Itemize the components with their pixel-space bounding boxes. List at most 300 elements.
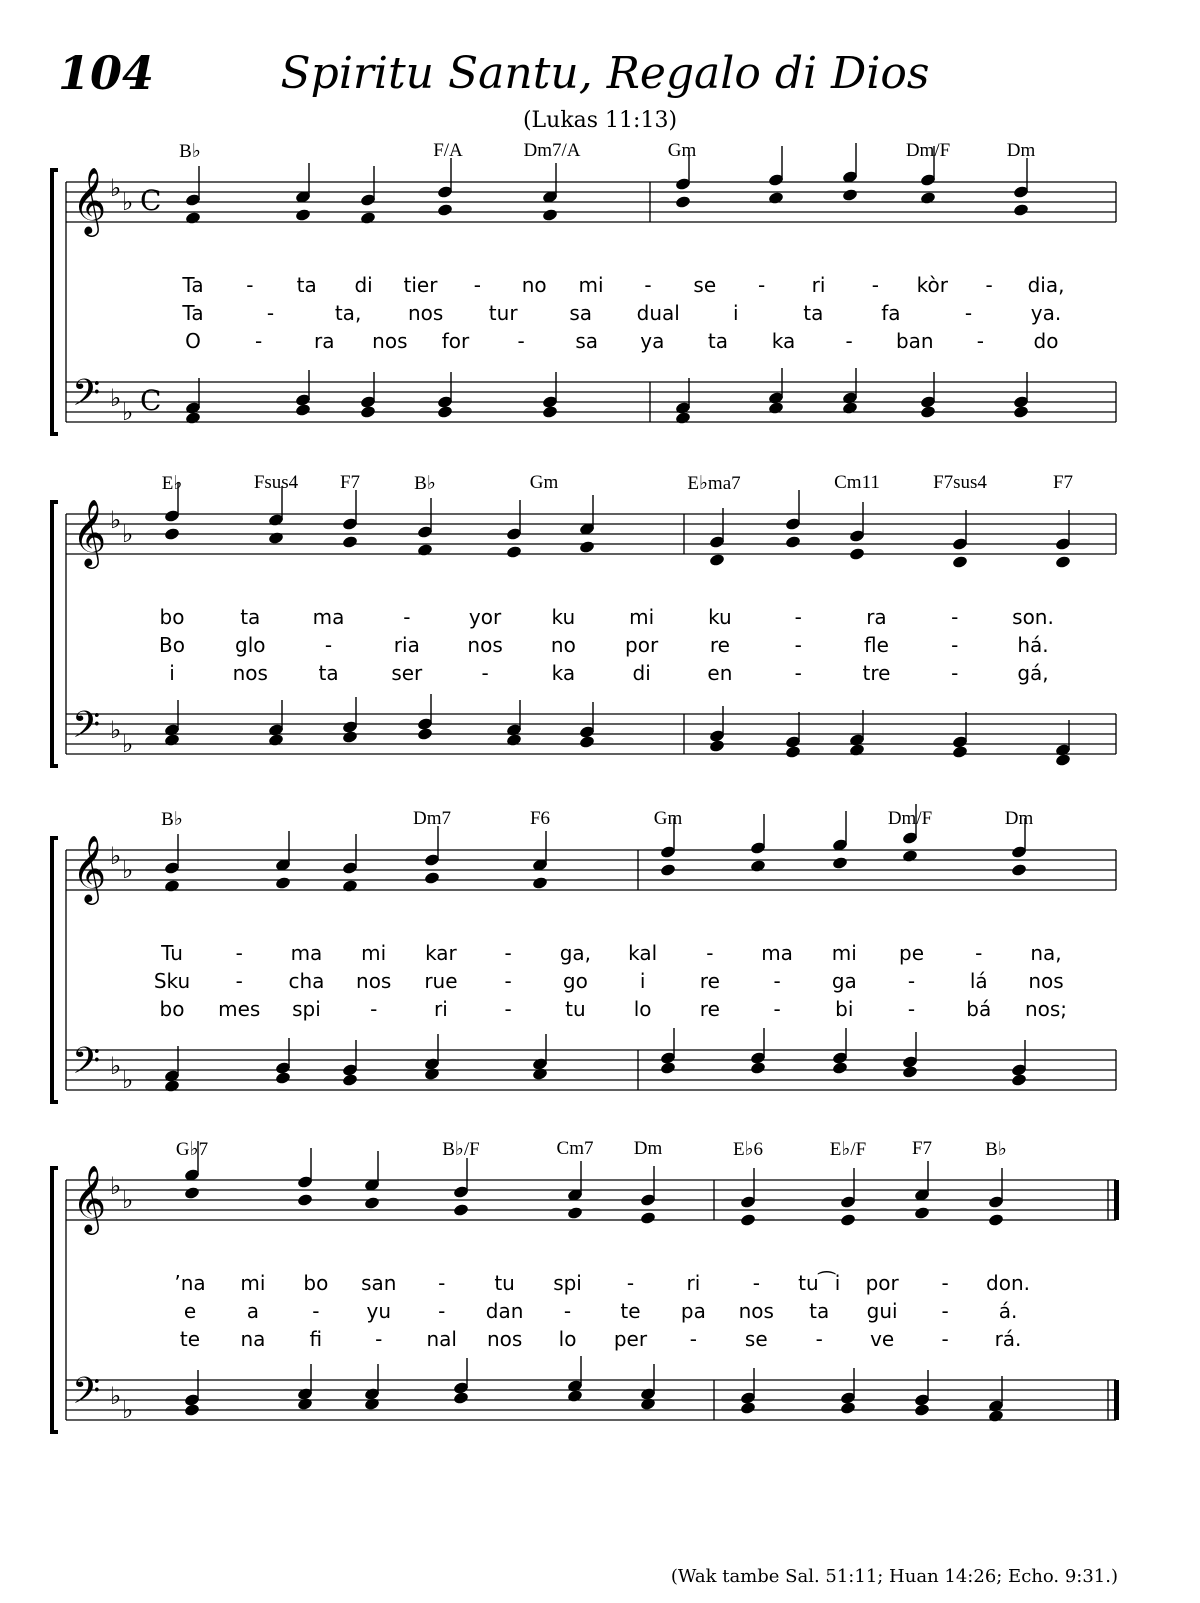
note-head (506, 545, 523, 559)
chord-symbol: Gm (529, 472, 559, 493)
lyric-syllable: no (550, 633, 576, 657)
lyric-hyphen: - (941, 1299, 949, 1323)
chord-symbol: Gm (667, 140, 697, 161)
treble-clef-icon: 𝄞 (72, 1164, 107, 1232)
note-head (849, 547, 866, 561)
lyric-syllable: ya. (1030, 301, 1062, 325)
lyric-hyphen: - (235, 969, 243, 993)
hymn-title-text: Spiritu Santu, Regalo di Dios (280, 48, 930, 99)
lyric-syllable: se (744, 1327, 768, 1351)
lyric-syllable: di (354, 273, 373, 297)
flat-icon: ♭ (110, 1382, 122, 1410)
lyric-syllable: na (240, 1327, 266, 1351)
lyric-syllable: en (707, 661, 733, 685)
flat-icon: ♭ (122, 520, 134, 548)
lyric-syllable: ma (312, 605, 345, 629)
chord-symbol: Dm/F (887, 808, 933, 829)
footnote: (Wak tambe Sal. 51:11; Huan 14:26; Echo. 9:31.) (670, 1566, 1118, 1587)
note-head (364, 1397, 381, 1411)
chord-symbol: F/A (433, 140, 463, 161)
note-head (297, 1397, 314, 1411)
lyric-syllable: i (169, 661, 175, 685)
lyric-hyphen: - (706, 941, 714, 965)
chord-symbol: E♭ma7 (687, 473, 741, 494)
lyric-hyphen: - (370, 997, 378, 1021)
note-head (842, 188, 859, 202)
lyric-syllable: ka (771, 329, 796, 353)
lyric-syllable: bá (966, 997, 992, 1021)
lyric-syllable: go (562, 969, 588, 993)
lyric-syllable: gui (866, 1299, 898, 1323)
lyric-syllable: do (1033, 329, 1059, 353)
staff-notation (0, 808, 1200, 1128)
lyric-syllable: dual (636, 301, 680, 325)
lyric-syllable: ri (434, 997, 448, 1021)
lyric-hyphen: - (794, 661, 802, 685)
lyric-syllable: ban (895, 329, 934, 353)
lyric-syllable: per (613, 1327, 648, 1351)
flat-icon: ♭ (110, 174, 122, 202)
chord-symbol: F7 (339, 472, 361, 493)
note-head (842, 401, 859, 415)
lyric-hyphen: - (312, 1299, 320, 1323)
note-head (832, 1061, 849, 1075)
lyric-syllable: ta (809, 1299, 830, 1323)
flat-icon: ♭ (122, 398, 134, 426)
note-head (295, 403, 312, 417)
note-head (1013, 203, 1030, 217)
lyric-syllable: i (733, 301, 739, 325)
lyric-syllable: nos (232, 661, 268, 685)
note-head (295, 208, 312, 222)
flat-icon: ♭ (122, 730, 134, 758)
lyric-syllable: no (521, 273, 547, 297)
note-head (849, 743, 866, 757)
lyric-syllable: ya (640, 329, 665, 353)
chord-symbol: F7sus4 (933, 472, 987, 493)
note-head (768, 191, 785, 205)
bass-clef-icon: 𝄢 (72, 704, 101, 755)
note-head (640, 1397, 657, 1411)
note-head (342, 535, 359, 549)
lyric-syllable: sa (575, 329, 599, 353)
note-head (542, 208, 559, 222)
note-head (184, 1403, 201, 1417)
system-bracket (52, 170, 58, 434)
note-head (532, 876, 549, 890)
lyric-syllable: tu (494, 1271, 515, 1295)
lyric-syllable: por (625, 633, 659, 657)
lyric-syllable: tre (862, 661, 891, 685)
lyric-syllable: e (183, 1299, 197, 1323)
lyric-syllable: nos; (1024, 997, 1068, 1021)
note-head (740, 1401, 757, 1415)
note-head (660, 863, 677, 877)
flat-icon: ♭ (110, 384, 122, 412)
lyric-syllable: ku (551, 605, 576, 629)
note-head (275, 876, 292, 890)
chord-symbol: Cm11 (834, 472, 880, 493)
lyric-hyphen: - (504, 997, 512, 1021)
lyric-syllable: ri (811, 273, 826, 297)
chord-symbol: B♭ (414, 473, 436, 494)
chord-symbol: Dm/F (905, 140, 951, 161)
common-time-icon: C (140, 184, 162, 217)
lyric-syllable: lá (969, 969, 988, 993)
lyric-hyphen: - (773, 969, 781, 993)
note-head (164, 527, 181, 541)
note-head (567, 1389, 584, 1403)
note-head (364, 1196, 381, 1210)
note-head (832, 856, 849, 870)
lyric-syllable: son. (1012, 605, 1054, 629)
chord-symbol: Dm (1004, 808, 1034, 829)
lyric-syllable: mi (831, 941, 857, 965)
lyric-syllable: ka (551, 661, 576, 685)
lyric-syllable: pa (680, 1299, 706, 1323)
note-head (185, 411, 202, 425)
flat-icon: ♭ (122, 1396, 134, 1424)
note-head (532, 1067, 549, 1081)
hymn-title (0, 48, 1200, 99)
note-head (437, 405, 454, 419)
lyric-syllable: nos (486, 1327, 523, 1351)
lyric-hyphen: - (517, 329, 525, 353)
lyric-syllable: tu (565, 997, 586, 1021)
chord-symbol: Dm7 (413, 808, 451, 829)
lyric-hyphen: - (266, 301, 275, 325)
note-head (740, 1213, 757, 1227)
lyric-syllable: re (699, 969, 720, 993)
bass-staff (66, 1380, 1116, 1420)
lyric-hyphen: - (951, 661, 959, 685)
note-head (709, 739, 726, 753)
lyric-syllable: a (246, 1299, 260, 1323)
lyric-hyphen: - (951, 605, 959, 629)
lyric-hyphen: - (438, 1299, 446, 1323)
lyric-syllable: re (699, 997, 720, 1021)
lyric-hyphen: - (644, 273, 652, 297)
note-head (360, 211, 377, 225)
flat-icon: ♭ (110, 506, 122, 534)
lyric-syllable: ve (870, 1327, 895, 1351)
lyric-syllable: san (361, 1271, 397, 1295)
chord-symbol: B♭/F (442, 1139, 480, 1160)
treble-clef-icon: 𝄞 (72, 166, 107, 234)
lyric-syllable: yu (366, 1299, 392, 1323)
treble-staff (66, 850, 1116, 890)
note-head (453, 1391, 470, 1405)
chord-symbol: B♭ (985, 1139, 1007, 1160)
lyric-hyphen: - (907, 997, 916, 1021)
lyric-syllable: bo (159, 605, 185, 629)
note-head (768, 401, 785, 415)
lyric-syllable: ra (866, 605, 887, 629)
lyric-syllable: rue (424, 969, 458, 993)
lyric-syllable: rá. (994, 1327, 1022, 1351)
lyric-syllable: mes (218, 997, 261, 1021)
note-head (988, 1409, 1005, 1423)
note-head (914, 1403, 931, 1417)
note-head (902, 849, 919, 863)
lyric-syllable: fa (881, 301, 901, 325)
lyric-hyphen: - (438, 1271, 446, 1295)
chord-symbol: F7 (911, 1138, 933, 1159)
lyric-hyphen: - (951, 633, 959, 657)
note-head (342, 879, 359, 893)
lyric-syllable: bi (835, 997, 854, 1021)
lyric-syllable: Ta (182, 273, 204, 297)
flat-icon: ♭ (122, 856, 134, 884)
note-head (675, 195, 692, 209)
lyric-syllable: ’na (174, 1271, 206, 1295)
flat-icon: ♭ (122, 1066, 134, 1094)
lyric-syllable: nal (426, 1327, 457, 1351)
lyric-syllable: ta (296, 273, 317, 297)
lyric-hyphen: - (871, 273, 879, 297)
note-head (185, 211, 202, 225)
lyric-hyphen: - (504, 941, 512, 965)
lyric-hyphen: - (689, 1327, 697, 1351)
note-head (914, 1206, 931, 1220)
note-head (268, 531, 285, 545)
flat-icon: ♭ (110, 1052, 122, 1080)
lyric-hyphen: - (975, 941, 983, 965)
note-head (184, 1186, 201, 1200)
lyric-hyphen: - (626, 1271, 635, 1295)
lyric-syllable: ri (686, 1271, 701, 1295)
note-head (579, 540, 596, 554)
note-head (785, 745, 802, 759)
flat-icon: ♭ (122, 1186, 134, 1214)
lyric-syllable: gá, (1017, 661, 1049, 685)
flat-icon: ♭ (110, 842, 122, 870)
lyric-syllable: tu⁀i (798, 1271, 841, 1295)
lyric-syllable: por (865, 1271, 899, 1295)
lyric-syllable: sa (569, 301, 593, 325)
lyric-syllable: yor (468, 605, 502, 629)
lyric-syllable: O (185, 329, 201, 353)
note-head (417, 543, 434, 557)
music-system-1 (0, 140, 1200, 460)
lyric-hyphen: - (481, 661, 489, 685)
chord-symbol: B♭ (179, 141, 201, 162)
lyric-hyphen: - (941, 1327, 949, 1351)
note-head (920, 191, 937, 205)
chord-symbol: Dm (1006, 140, 1036, 161)
note-head (1055, 555, 1072, 569)
lyric-syllable: Sku (153, 969, 191, 993)
note-head (579, 735, 596, 749)
lyric-hyphen: - (504, 969, 512, 993)
lyric-syllable: spi (553, 1271, 582, 1295)
note-head (275, 1071, 292, 1085)
lyric-syllable: lo (633, 997, 652, 1021)
chord-symbol: E♭6 (732, 1139, 764, 1160)
lyric-syllable: pe (899, 941, 925, 965)
music-system-3 (0, 808, 1200, 1128)
lyric-syllable: ta (318, 661, 339, 685)
lyric-syllable: á. (998, 1299, 1018, 1323)
music-system-2 (0, 472, 1200, 792)
chord-symbol: Dm (633, 1138, 663, 1159)
lyric-hyphen: - (758, 273, 766, 297)
note-head (709, 553, 726, 567)
lyric-hyphen: - (985, 273, 993, 297)
flat-icon: ♭ (110, 716, 122, 744)
lyric-hyphen: - (375, 1327, 383, 1351)
lyric-syllable: bo (159, 997, 185, 1021)
lyric-syllable: te (620, 1299, 641, 1323)
lyric-syllable: nos (407, 301, 444, 325)
common-time-icon: C (140, 384, 162, 417)
lyric-syllable: nos (1028, 969, 1064, 993)
lyric-hyphen: - (907, 969, 916, 993)
note-head (675, 411, 692, 425)
lyric-syllable: mi (240, 1271, 266, 1295)
lyric-syllable: há. (1017, 633, 1049, 657)
lyric-hyphen: - (976, 329, 984, 353)
lyric-hyphen: - (964, 301, 973, 325)
lyric-syllable: dia, (1027, 273, 1065, 297)
flat-icon: ♭ (110, 1172, 122, 1200)
bass-clef-icon: 𝄢 (72, 1040, 101, 1091)
lyric-syllable: ta (240, 605, 261, 629)
note-head (453, 1203, 470, 1217)
lyric-syllable: ta, (334, 301, 362, 325)
treble-staff (66, 182, 1116, 222)
note-head (750, 1061, 767, 1075)
lyric-syllable: ma (761, 941, 793, 965)
lyric-syllable: cha (288, 969, 325, 993)
lyric-syllable: kar (425, 941, 457, 965)
lyric-syllable: nos (356, 969, 392, 993)
lyric-syllable: Ta (182, 301, 204, 325)
note-head (1013, 405, 1030, 419)
bass-staff (66, 382, 1116, 422)
lyric-hyphen: - (255, 329, 263, 353)
chord-symbol: F7 (1052, 472, 1074, 493)
note-head (1011, 1073, 1028, 1087)
lyric-syllable: di (632, 661, 651, 685)
note-head (920, 405, 937, 419)
flat-icon: ♭ (122, 188, 134, 216)
lyric-hyphen: - (235, 941, 243, 965)
lyric-syllable: Tu (161, 941, 183, 965)
system-bracket (52, 838, 58, 1102)
system-bracket (52, 502, 58, 766)
lyric-syllable: i (639, 969, 646, 993)
lyric-hyphen: - (794, 605, 802, 629)
lyric-syllable: mi (578, 273, 604, 297)
note-head (952, 555, 969, 569)
bass-clef-icon: 𝄢 (72, 372, 101, 423)
note-head (988, 1213, 1005, 1227)
lyric-syllable: ku (708, 605, 732, 629)
hymn-number: 104 (58, 46, 155, 100)
note-head (840, 1213, 857, 1227)
staff-notation (0, 1138, 1200, 1458)
lyric-syllable: ta (803, 301, 824, 325)
chord-symbol: Fsus4 (253, 472, 299, 493)
note-head (437, 203, 454, 217)
note-head (360, 405, 377, 419)
lyric-syllable: ra (313, 329, 335, 353)
note-head (417, 727, 434, 741)
note-head (164, 733, 181, 747)
lyric-syllable: glo (235, 633, 266, 657)
note-head (164, 1079, 181, 1093)
lyric-syllable: lo (558, 1327, 577, 1351)
lyric-hyphen: - (246, 273, 254, 297)
lyric-hyphen: - (845, 329, 853, 353)
note-head (902, 1065, 919, 1079)
chord-symbol: Cm7 (556, 1138, 594, 1159)
note-head (660, 1061, 677, 1075)
lyric-syllable: ga, (559, 941, 592, 965)
lyric-syllable: re (709, 633, 730, 657)
lyric-syllable: kòr (916, 273, 948, 297)
lyric-syllable: fi (309, 1327, 323, 1351)
lyric-hyphen: - (773, 997, 781, 1021)
chord-symbol: Dm7/A (523, 140, 581, 161)
lyric-syllable: ser (391, 661, 423, 685)
treble-clef-icon: 𝄞 (72, 834, 107, 902)
note-head (840, 1401, 857, 1415)
lyric-syllable: nos (372, 329, 408, 353)
lyric-syllable: te (179, 1327, 201, 1351)
lyric-syllable: tur (488, 301, 518, 325)
note-head (1055, 753, 1072, 767)
lyric-syllable: na, (1030, 941, 1062, 965)
note-head (1011, 863, 1028, 877)
lyric-syllable: se (693, 273, 717, 297)
scripture-reference: (Lukas 11:13) (522, 108, 678, 133)
note-head (952, 745, 969, 759)
lyric-syllable: fle (864, 633, 889, 657)
note-head (342, 730, 359, 744)
lyric-hyphen: - (403, 605, 411, 629)
note-head (640, 1211, 657, 1225)
lyric-syllable: mi (361, 941, 387, 965)
lyric-hyphen: - (563, 1299, 572, 1323)
chord-symbol: B♭ (161, 809, 183, 830)
treble-clef-icon: 𝄞 (72, 498, 107, 566)
lyric-syllable: tier (403, 273, 438, 297)
lyric-hyphen: - (324, 633, 333, 657)
lyric-hyphen: - (752, 1271, 760, 1295)
staff-notation (0, 140, 1200, 460)
lyric-syllable: ta (707, 329, 728, 353)
note-head (785, 535, 802, 549)
system-bracket (52, 1168, 58, 1432)
lyric-syllable: mi (629, 605, 655, 629)
bass-staff (66, 1050, 1116, 1090)
lyric-hyphen: - (815, 1327, 823, 1351)
bass-clef-icon: 𝄢 (72, 1370, 101, 1421)
lyric-syllable: kal (628, 941, 658, 965)
chord-symbol: F6 (529, 808, 551, 829)
lyric-hyphen: - (473, 273, 481, 297)
lyric-syllable: nos (738, 1299, 774, 1323)
lyric-hyphen: - (941, 1271, 949, 1295)
note-head (567, 1206, 584, 1220)
chord-symbol: G♭7 (175, 1139, 209, 1160)
lyric-syllable: bo (303, 1271, 329, 1295)
chord-symbol: E♭/F (829, 1139, 867, 1160)
lyric-syllable: ma (290, 941, 323, 965)
note-head (268, 733, 285, 747)
